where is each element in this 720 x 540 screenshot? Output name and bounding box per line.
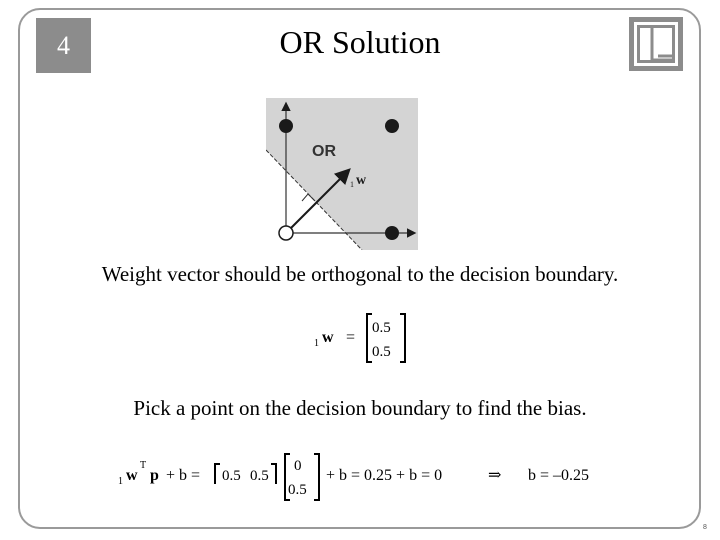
eq2-implies: ⇒ (488, 467, 502, 484)
eq2-result: b = –0.25 (528, 467, 590, 484)
eq2-row2: 0.5 (250, 468, 269, 484)
eq2-col-bottom: 0.5 (288, 482, 307, 498)
slide-number: 4 (57, 30, 70, 60)
or-label: OR (312, 143, 336, 160)
logo-icon (628, 16, 684, 72)
slide-title: OR Solution (279, 24, 441, 60)
point-1-0 (385, 226, 399, 240)
eq1-bottom: 0.5 (372, 344, 391, 360)
eq2-col-top: 0 (294, 458, 302, 474)
slide-number-box (36, 18, 91, 73)
point-0-0 (279, 226, 293, 240)
weight-equation (312, 310, 422, 366)
point-1-1 (385, 119, 399, 133)
eq1-var: w (322, 329, 334, 346)
bias-equation (118, 450, 608, 502)
eq1-equals: = (346, 329, 356, 346)
eq2-p: p (150, 467, 159, 484)
eq2-transpose: T (140, 460, 147, 471)
eq2-prescript: 1 (118, 476, 123, 487)
eq2-plus-b: + b = (166, 467, 201, 484)
page-number: 8 (703, 524, 707, 531)
or-figure (266, 98, 418, 250)
bias-text: Pick a point on the decision boundary to find the bias. (133, 396, 587, 420)
eq2-row1: 0.5 (222, 468, 241, 484)
orthogonal-text: Weight vector should be orthogonal to the decision boundary. (101, 262, 619, 286)
eq1-prescript: 1 (314, 338, 319, 349)
eq2-after: + b = 0.25 + b = 0 (326, 467, 443, 484)
eq2-w: w (126, 467, 138, 484)
eq1-top: 0.5 (372, 320, 391, 336)
weight-label-subscript: 1 (350, 180, 354, 189)
weight-label: w (356, 173, 367, 188)
point-0-1 (279, 119, 293, 133)
